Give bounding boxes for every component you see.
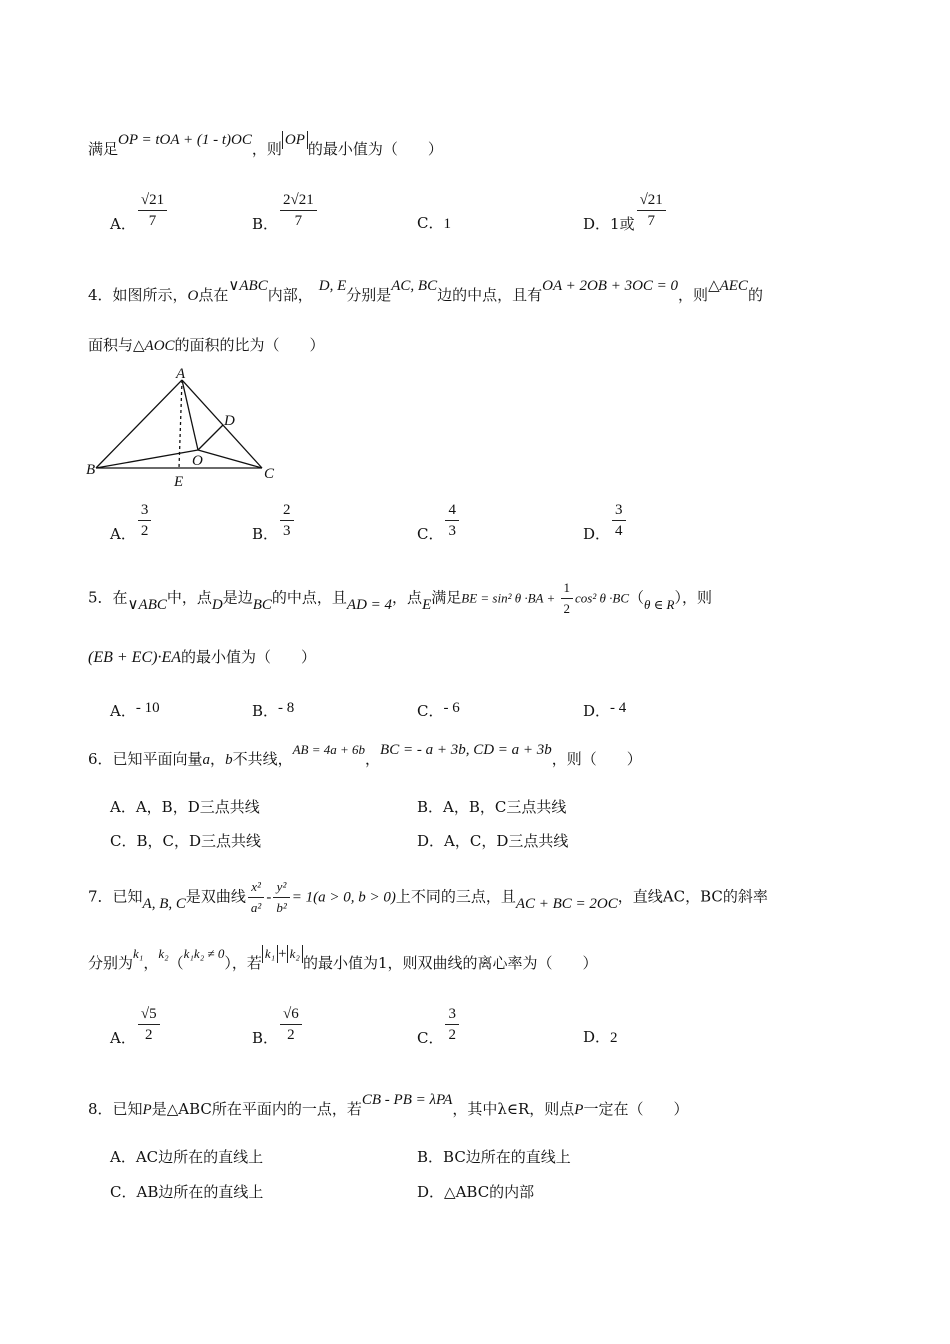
q5-option-a[interactable]: A．- 10 — [110, 700, 160, 720]
q4-option-c[interactable]: C． $\frac{4}{3}$ — [417, 500, 461, 541]
q5-option-b[interactable]: B．- 8 — [252, 700, 295, 720]
q3-option-c[interactable]: C．1 — [417, 214, 451, 232]
q4-option-b[interactable]: B． $\frac{2}{3}$ — [252, 500, 296, 541]
q6-option-d[interactable]: D．A，C，D三点共线 — [417, 832, 569, 850]
q5-stem-line2: (EB + EC)·EA的最小值为（ ） — [88, 648, 317, 666]
q3-mid: ，则 — [251, 140, 282, 158]
q3-post: 的最小值为（ ） — [307, 140, 443, 158]
seg-co — [198, 450, 262, 468]
q3-option-d-frac: $\frac{√21}{7}$ — [637, 190, 666, 231]
q7-stem-line2: 分别为k₁，k₂（k₁k₂ ≠ 0），若k₁ + k₂的最小值为1，则双曲线的离心率为（ ） — [88, 946, 598, 972]
seg-ao — [182, 380, 198, 450]
q3-option-d[interactable]: D．1或 $\frac{√21}{7}$ — [583, 190, 668, 231]
label-e: E — [174, 474, 184, 490]
q8-option-a[interactable]: A．AC边所在的直线上 — [110, 1148, 264, 1166]
q7-stem-line1: 7．已知A, B, C是双曲线 $\frac{\text{x²}}{\text{a²}}$ - $\frac{\text{y²}}{\text{b²}}$ = 1(a > 0, b > 0)上不同的三点，且AC + BC = 2OC，直线AC，BC的斜率 — [88, 879, 768, 915]
q5-stem-line1: 5．在∨ABC中，点D是边BC的中点，且AD = 4，点E满足BE = sin² θ ·BA + $\frac{1}{2}$ cos² θ ·BC（θ ∈ R），则 — [88, 580, 712, 616]
q8-option-b[interactable]: B．BC边所在的直线上 — [417, 1148, 571, 1166]
label-d: D — [224, 413, 235, 429]
label-a: A — [176, 366, 186, 382]
q5-option-d[interactable]: D．- 4 — [583, 700, 627, 720]
seg-ae — [179, 380, 182, 468]
q7-option-c[interactable]: C． $\frac{3}{2}$ — [417, 1004, 461, 1045]
q5-option-c[interactable]: C．- 6 — [417, 700, 460, 720]
q3-option-b[interactable]: B． $\frac{2√21}{7}$ — [252, 190, 319, 231]
q6-option-c[interactable]: C．B，C，D三点共线 — [110, 832, 262, 850]
q6-option-a[interactable]: A．A，B，D三点共线 — [110, 798, 260, 816]
q8-stem: 8．已知P是△ABC所在平面内的一点，若CB - PB = λPA，其中λ∈R，则点P一定在（ ） — [88, 1092, 689, 1118]
label-o: O — [192, 453, 203, 469]
q3-formula: OP = tOA + (1 - t)OC — [118, 132, 252, 148]
q7-option-b[interactable]: B． $\frac{√6}{2}$ — [252, 1004, 304, 1045]
q4-option-a[interactable]: A． $\frac{3}{2}$ — [110, 500, 153, 541]
q8-option-c[interactable]: C．AB边所在的直线上 — [110, 1183, 264, 1201]
q4-option-d[interactable]: D． $\frac{3}{4}$ — [583, 500, 628, 541]
label-b: B — [86, 462, 96, 478]
q3-stem — [88, 132, 443, 161]
q6-stem: 6．已知平面向量a，b不共线，AB = 4a + 6b，BC = - a + 3b, CD = a + 3b，则（ ） — [88, 742, 642, 768]
q3-pre: 满足 — [88, 140, 119, 158]
q6-option-b[interactable]: B．A，B，C三点共线 — [417, 798, 567, 816]
q7-option-d[interactable]: D．2 — [583, 1028, 618, 1046]
q7-option-a[interactable]: A． $\frac{√5}{2}$ — [110, 1004, 162, 1045]
q4-stem-line2: 面积与△AOC的面积的比为（ ） — [88, 336, 325, 354]
q4-stem-line1: 4．如图所示，O点在∨ABC内部， D, E分别是AC, BC边的中点，且有OA + 2OB + 3OC = 0，则△AEC的 — [88, 278, 763, 304]
label-c: C — [264, 466, 275, 482]
seg-od — [198, 425, 223, 450]
q3-option-a-frac: $\frac{√21}{7}$ — [138, 190, 167, 231]
q4-triangle-figure — [84, 364, 284, 490]
q3-abs-op: OP — [282, 131, 308, 149]
q8-option-d[interactable]: D．△ABC的内部 — [417, 1183, 535, 1201]
q3-option-a[interactable]: A． $\frac{√21}{7}$ — [110, 190, 169, 231]
q3-option-b-frac: $\frac{2√21}{7}$ — [280, 190, 317, 231]
